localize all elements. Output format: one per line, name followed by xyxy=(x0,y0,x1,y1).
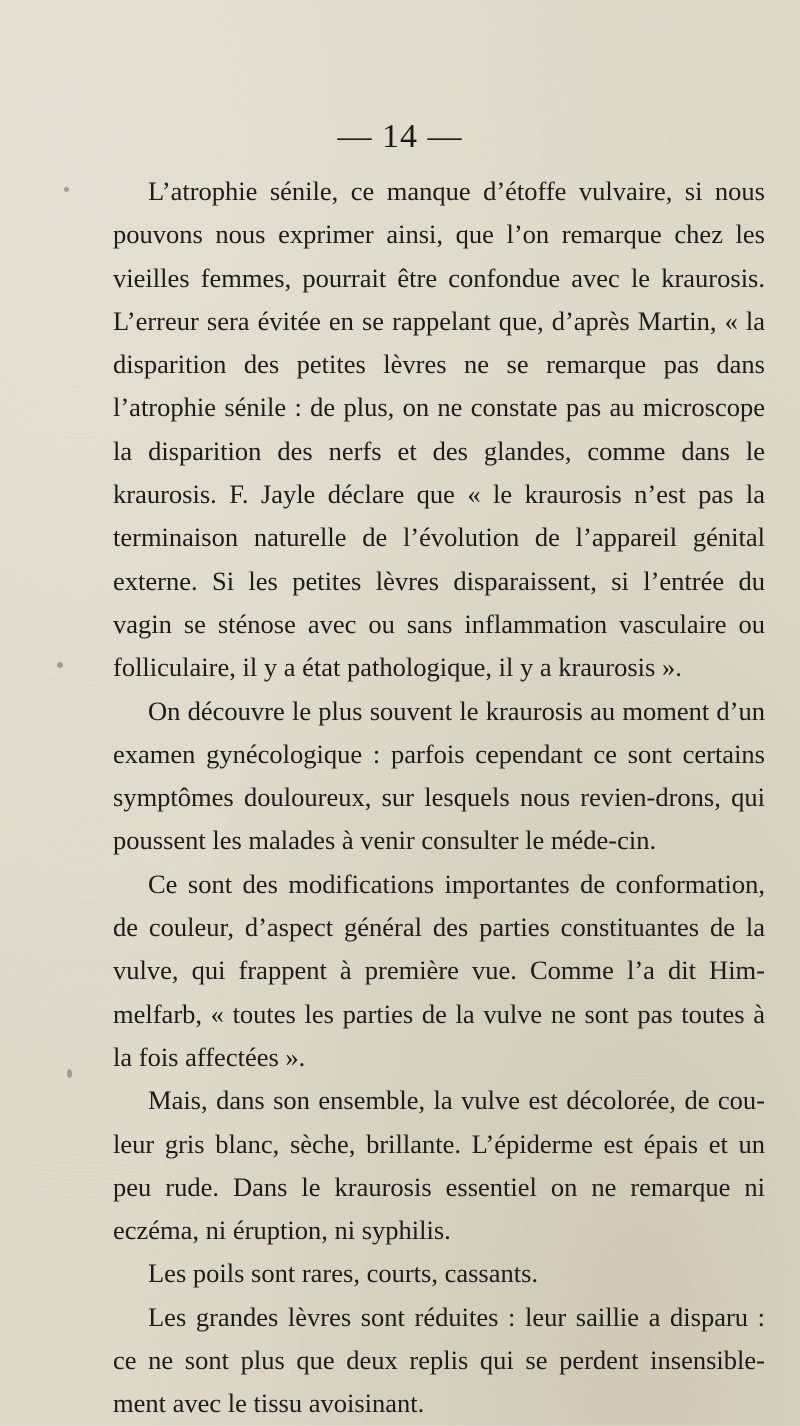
paragraph-modifications: Ce sont des modifications importantes de conformation, de couleur, d’aspect général des parties constituantes de la vulve, qui frappent à première vue. Comme l’a dit Him-melfarb, « toutes les parties de la vulve ne sont pas toutes à la fois affectées ». xyxy=(113,868,765,1072)
paragraph-poils: Les poils sont rares, courts, cassants. xyxy=(148,1258,539,1289)
paper-speck xyxy=(64,187,69,192)
paragraph-atrophie-senile: L’atrophie sénile, ce manque d’étoffe vulvaire, si nous pouvons nous exprimer ainsi, que l’on remarque chez les vieilles femmes, pourrait être confondue avec le kraurosis. L’erreur sera évitée en se rappelant que, d’après Martin, « la disparition des petites lèvres ne se remarque pas dans l’atrophie sénile : de plus, on ne constate pas au microscope la disparition des nerfs et des glandes, comme dans le kraurosis. F. Jayle déclare que « le kraurosis n’est pas la terminaison naturelle de l’évolution de l’appareil génital externe. Si les petites lèvres disparaissent, si l’entrée du vagin se sténose avec ou sans inflammation vasculaire ou folliculaire, il y a état pathologique, il y a kraurosis ». xyxy=(113,176,765,683)
paragraph-vulve-decoloree: Mais, dans son ensemble, la vulve est décolorée, de cou-leur gris blanc, sèche, brillante. L’épiderme est épais et un peu rude. Dans le kraurosis essentiel on ne remarque ni eczéma, ni éruption, ni syphilis. xyxy=(113,1085,765,1246)
paragraph-grandes-levres: Les grandes lèvres sont réduites : leur saillie a disparu : ce ne sont plus que deux replis qui se perdent insensible-ment avec le tissu avoisinant. xyxy=(113,1301,765,1419)
page-number: — 14 — xyxy=(337,118,463,155)
paper-speck xyxy=(67,1069,72,1078)
paper-speck xyxy=(57,662,63,668)
body-text xyxy=(113,170,765,1426)
paragraph-examen: On découvre le plus souvent le kraurosis au moment d’un examen gynécologique : parfois cependant ce sont certains symptômes douloureux, sur lesquels nous revien-drons, qui poussent les malades à venir consulter le méde-cin. xyxy=(113,695,765,856)
